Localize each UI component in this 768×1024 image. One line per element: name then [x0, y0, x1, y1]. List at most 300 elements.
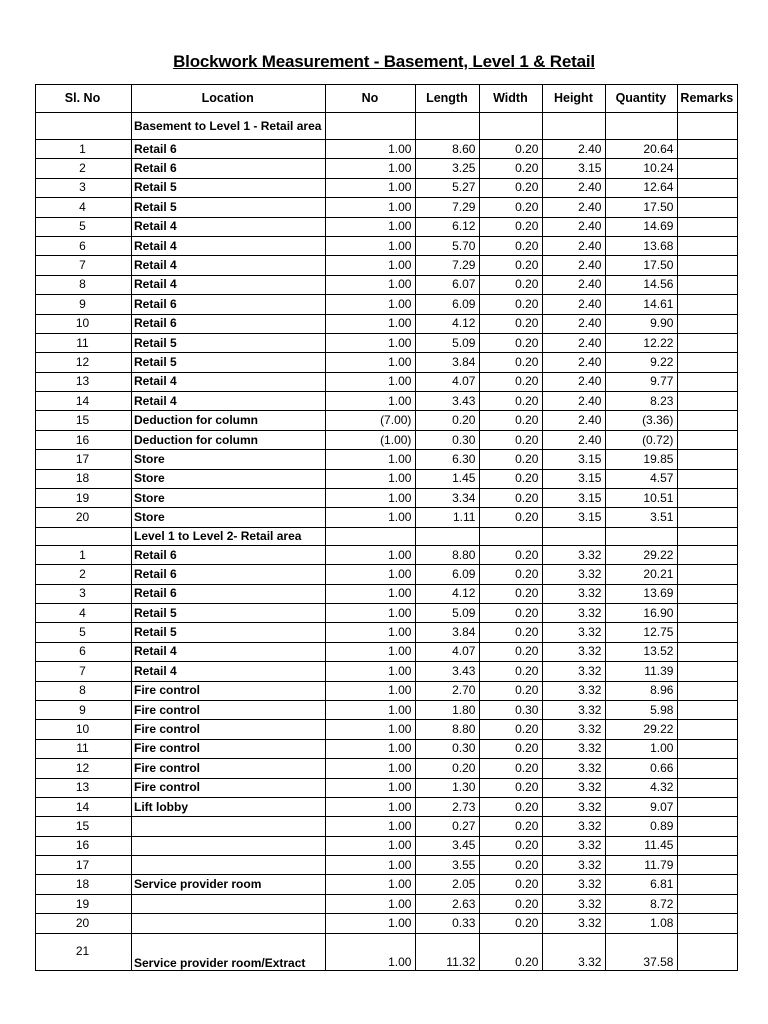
location-cell: Fire control: [132, 778, 326, 797]
length-cell: 8.80: [416, 545, 480, 564]
location-cell: Fire control: [132, 700, 326, 719]
sl-cell: 16: [36, 836, 132, 855]
length-cell: 8.80: [416, 720, 480, 739]
height-cell: 2.40: [543, 372, 606, 391]
remarks-cell: [678, 894, 738, 913]
no-cell: 1.00: [326, 700, 416, 719]
sl-cell: 2: [36, 159, 132, 178]
location-cell: Fire control: [132, 681, 326, 700]
remarks-cell: [678, 778, 738, 797]
length-cell: 2.63: [416, 894, 480, 913]
header-remarks: Remarks: [678, 85, 738, 113]
location-cell: Retail 5: [132, 603, 326, 622]
table-row: [36, 875, 738, 894]
table-row: [36, 198, 738, 217]
width-cell: 0.20: [480, 333, 543, 352]
quantity-cell: 14.69: [606, 217, 678, 236]
quantity-cell: (0.72): [606, 430, 678, 449]
height-cell: 3.15: [543, 508, 606, 527]
quantity-cell: 3.51: [606, 508, 678, 527]
no-cell: 1.00: [326, 856, 416, 875]
width-cell: 0.20: [480, 430, 543, 449]
remarks-cell: [678, 584, 738, 603]
location-cell: Fire control: [132, 739, 326, 758]
remarks-cell: [678, 469, 738, 488]
table-row: [36, 372, 738, 391]
length-cell: 0.33: [416, 914, 480, 933]
length-cell: 6.12: [416, 217, 480, 236]
sl-cell: 18: [36, 875, 132, 894]
quantity-cell: 12.64: [606, 178, 678, 197]
no-cell: 1.00: [326, 372, 416, 391]
quantity-cell: 12.75: [606, 623, 678, 642]
height-cell: 2.40: [543, 256, 606, 275]
length-cell: 3.43: [416, 662, 480, 681]
length-cell: 1.11: [416, 508, 480, 527]
length-cell: 5.09: [416, 603, 480, 622]
length-cell: 3.45: [416, 836, 480, 855]
quantity-cell: 11.79: [606, 856, 678, 875]
quantity-cell: 8.96: [606, 681, 678, 700]
sl-cell: 11: [36, 333, 132, 352]
no-cell: 1.00: [326, 545, 416, 564]
sl-cell: 19: [36, 489, 132, 508]
length-cell: 1.30: [416, 778, 480, 797]
section-empty-cell: [326, 113, 416, 140]
table-row: [36, 545, 738, 564]
no-cell: 1.00: [326, 875, 416, 894]
height-cell: 3.15: [543, 159, 606, 178]
height-cell: 2.40: [543, 430, 606, 449]
no-cell: 1.00: [326, 739, 416, 758]
height-cell: 2.40: [543, 217, 606, 236]
no-cell: 1.00: [326, 198, 416, 217]
no-cell: 1.00: [326, 333, 416, 352]
width-cell: 0.20: [480, 584, 543, 603]
location-cell: Store: [132, 489, 326, 508]
quantity-cell: 0.89: [606, 817, 678, 836]
length-cell: 5.09: [416, 333, 480, 352]
length-cell: 4.12: [416, 314, 480, 333]
length-cell: 6.30: [416, 450, 480, 469]
remarks-cell: [678, 489, 738, 508]
location-cell: [132, 894, 326, 913]
remarks-cell: [678, 623, 738, 642]
length-cell: 3.34: [416, 489, 480, 508]
width-cell: 0.20: [480, 894, 543, 913]
remarks-cell: [678, 295, 738, 314]
no-cell: 1.00: [326, 623, 416, 642]
quantity-cell: 13.52: [606, 642, 678, 661]
location-cell: Deduction for column: [132, 411, 326, 430]
section-empty-cell: [678, 113, 738, 140]
remarks-cell: [678, 314, 738, 333]
width-cell: 0.20: [480, 159, 543, 178]
width-cell: 0.20: [480, 295, 543, 314]
section-row: [36, 113, 738, 140]
sl-cell: 17: [36, 450, 132, 469]
remarks-cell: [678, 508, 738, 527]
height-cell: 2.40: [543, 314, 606, 333]
sl-cell: 5: [36, 217, 132, 236]
remarks-cell: [678, 856, 738, 875]
location-cell: Retail 6: [132, 545, 326, 564]
quantity-cell: (3.36): [606, 411, 678, 430]
no-cell: 1.00: [326, 353, 416, 372]
height-cell: 3.32: [543, 603, 606, 622]
table-row: [36, 430, 738, 449]
no-cell: 1.00: [326, 217, 416, 236]
length-cell: 2.05: [416, 875, 480, 894]
table-row: [36, 700, 738, 719]
width-cell: 0.20: [480, 314, 543, 333]
table-row: [36, 662, 738, 681]
remarks-cell: [678, 545, 738, 564]
width-cell: 0.20: [480, 778, 543, 797]
length-cell: 4.12: [416, 584, 480, 603]
no-cell: 1.00: [326, 275, 416, 294]
sl-cell: 20: [36, 508, 132, 527]
height-cell: 3.32: [543, 700, 606, 719]
location-cell: Fire control: [132, 759, 326, 778]
table-row: [36, 933, 738, 970]
quantity-cell: 13.68: [606, 236, 678, 255]
header-length: Length: [416, 85, 480, 113]
quantity-cell: 9.22: [606, 353, 678, 372]
section-empty-cell: [480, 527, 543, 545]
sl-cell: 15: [36, 411, 132, 430]
no-cell: 1.00: [326, 314, 416, 333]
sl-cell: 20: [36, 914, 132, 933]
location-cell: Retail 4: [132, 642, 326, 661]
remarks-cell: [678, 662, 738, 681]
location-cell: Retail 4: [132, 662, 326, 681]
table-row: [36, 295, 738, 314]
section-empty-cell: [606, 113, 678, 140]
length-cell: 6.09: [416, 295, 480, 314]
no-cell: 1.00: [326, 681, 416, 700]
sl-cell: 8: [36, 681, 132, 700]
no-cell: 1.00: [326, 817, 416, 836]
sl-cell: 15: [36, 817, 132, 836]
sl-cell: 12: [36, 759, 132, 778]
table-row: [36, 217, 738, 236]
location-cell: Retail 5: [132, 353, 326, 372]
sl-cell: 11: [36, 739, 132, 758]
sl-cell: 18: [36, 469, 132, 488]
table-row: [36, 836, 738, 855]
height-cell: 3.32: [543, 545, 606, 564]
sl-cell: 9: [36, 295, 132, 314]
measurement-table: [35, 84, 738, 971]
table-row: [36, 603, 738, 622]
location-cell: Retail 5: [132, 198, 326, 217]
no-cell: 1.00: [326, 836, 416, 855]
quantity-cell: 10.24: [606, 159, 678, 178]
length-cell: 5.70: [416, 236, 480, 255]
remarks-cell: [678, 353, 738, 372]
width-cell: 0.20: [480, 623, 543, 642]
remarks-cell: [678, 275, 738, 294]
table-row: [36, 759, 738, 778]
quantity-cell: 8.72: [606, 894, 678, 913]
section-empty-cell: [543, 113, 606, 140]
height-cell: 3.32: [543, 739, 606, 758]
length-cell: 4.07: [416, 372, 480, 391]
length-cell: 0.20: [416, 411, 480, 430]
length-cell: 1.45: [416, 469, 480, 488]
quantity-cell: 16.90: [606, 603, 678, 622]
no-cell: 1.00: [326, 933, 416, 970]
width-cell: 0.20: [480, 817, 543, 836]
width-cell: 0.20: [480, 140, 543, 159]
section-empty-cell: [543, 527, 606, 545]
sl-cell: 13: [36, 778, 132, 797]
length-cell: 3.84: [416, 623, 480, 642]
no-cell: 1.00: [326, 392, 416, 411]
sl-cell: 3: [36, 584, 132, 603]
height-cell: 3.15: [543, 469, 606, 488]
remarks-cell: [678, 739, 738, 758]
sl-cell: 2: [36, 565, 132, 584]
remarks-cell: [678, 217, 738, 236]
width-cell: 0.20: [480, 642, 543, 661]
remarks-cell: [678, 178, 738, 197]
section-empty-cell: [416, 113, 480, 140]
width-cell: 0.20: [480, 256, 543, 275]
sl-cell: 14: [36, 797, 132, 816]
sl-cell: 8: [36, 275, 132, 294]
length-cell: 8.60: [416, 140, 480, 159]
location-cell: [132, 856, 326, 875]
location-cell: Retail 6: [132, 584, 326, 603]
width-cell: 0.20: [480, 217, 543, 236]
table-row: [36, 411, 738, 430]
quantity-cell: 11.39: [606, 662, 678, 681]
width-cell: 0.20: [480, 603, 543, 622]
no-cell: 1.00: [326, 295, 416, 314]
length-cell: 0.20: [416, 759, 480, 778]
section-empty-cell: [606, 527, 678, 545]
location-cell: [132, 836, 326, 855]
remarks-cell: [678, 914, 738, 933]
table-row: [36, 236, 738, 255]
no-cell: 1.00: [326, 159, 416, 178]
quantity-cell: 17.50: [606, 256, 678, 275]
height-cell: 3.32: [543, 914, 606, 933]
height-cell: 2.40: [543, 178, 606, 197]
quantity-cell: 9.90: [606, 314, 678, 333]
sl-cell: 12: [36, 353, 132, 372]
sl-cell: 5: [36, 623, 132, 642]
width-cell: 0.20: [480, 856, 543, 875]
height-cell: 3.32: [543, 623, 606, 642]
width-cell: 0.20: [480, 875, 543, 894]
height-cell: 3.32: [543, 720, 606, 739]
height-cell: 3.15: [543, 489, 606, 508]
length-cell: 3.84: [416, 353, 480, 372]
width-cell: 0.20: [480, 489, 543, 508]
no-cell: 1.00: [326, 894, 416, 913]
table-row: [36, 642, 738, 661]
quantity-cell: 8.23: [606, 392, 678, 411]
remarks-cell: [678, 159, 738, 178]
height-cell: 3.32: [543, 778, 606, 797]
quantity-cell: 29.22: [606, 720, 678, 739]
location-cell: Store: [132, 450, 326, 469]
height-cell: 3.32: [543, 875, 606, 894]
sl-cell: 7: [36, 256, 132, 275]
quantity-cell: 14.61: [606, 295, 678, 314]
location-cell: Service provider room/Extract: [132, 933, 326, 970]
sheet-title: Blockwork Measurement - Basement, Level 1 & Retail: [173, 52, 595, 71]
no-cell: 1.00: [326, 508, 416, 527]
sl-cell: 4: [36, 603, 132, 622]
quantity-cell: 1.00: [606, 739, 678, 758]
width-cell: 0.30: [480, 700, 543, 719]
sl-cell: 7: [36, 662, 132, 681]
table-row: [36, 894, 738, 913]
location-cell: Retail 6: [132, 140, 326, 159]
table-row: [36, 450, 738, 469]
height-cell: 2.40: [543, 353, 606, 372]
table-row: [36, 565, 738, 584]
width-cell: 0.20: [480, 411, 543, 430]
remarks-cell: [678, 681, 738, 700]
width-cell: 0.20: [480, 681, 543, 700]
quantity-cell: 11.45: [606, 836, 678, 855]
location-cell: Retail 5: [132, 333, 326, 352]
header-row: [36, 85, 738, 113]
height-cell: 3.32: [543, 681, 606, 700]
sl-cell: 1: [36, 140, 132, 159]
table-body: [36, 113, 738, 971]
no-cell: 1.00: [326, 584, 416, 603]
length-cell: 3.25: [416, 159, 480, 178]
table-row: [36, 178, 738, 197]
height-cell: 2.40: [543, 295, 606, 314]
remarks-cell: [678, 140, 738, 159]
height-cell: 2.40: [543, 333, 606, 352]
location-cell: [132, 817, 326, 836]
height-cell: 3.32: [543, 759, 606, 778]
location-cell: Lift lobby: [132, 797, 326, 816]
quantity-cell: 5.98: [606, 700, 678, 719]
width-cell: 0.20: [480, 275, 543, 294]
remarks-cell: [678, 333, 738, 352]
height-cell: 2.40: [543, 236, 606, 255]
table-row: [36, 623, 738, 642]
table-row: [36, 489, 738, 508]
width-cell: 0.20: [480, 450, 543, 469]
quantity-cell: 6.81: [606, 875, 678, 894]
height-cell: 3.32: [543, 797, 606, 816]
height-cell: 3.32: [543, 662, 606, 681]
section-empty-cell: [36, 527, 132, 545]
header-no: No: [326, 85, 416, 113]
section-empty-cell: [480, 113, 543, 140]
section-title: Basement to Level 1 - Retail area: [132, 113, 326, 140]
remarks-cell: [678, 759, 738, 778]
quantity-cell: 4.57: [606, 469, 678, 488]
location-cell: Deduction for column: [132, 430, 326, 449]
length-cell: 0.30: [416, 739, 480, 758]
sl-cell: 9: [36, 700, 132, 719]
height-cell: 3.15: [543, 450, 606, 469]
remarks-cell: [678, 603, 738, 622]
length-cell: 2.70: [416, 681, 480, 700]
sl-cell: 10: [36, 314, 132, 333]
section-empty-cell: [678, 527, 738, 545]
location-cell: Store: [132, 508, 326, 527]
remarks-cell: [678, 411, 738, 430]
location-cell: Service provider room: [132, 875, 326, 894]
quantity-cell: 10.51: [606, 489, 678, 508]
width-cell: 0.20: [480, 565, 543, 584]
no-cell: 1.00: [326, 662, 416, 681]
location-cell: Retail 5: [132, 623, 326, 642]
location-cell: Retail 6: [132, 565, 326, 584]
height-cell: 2.40: [543, 140, 606, 159]
sl-cell: 19: [36, 894, 132, 913]
header-quantity: Quantity: [606, 85, 678, 113]
sl-cell: 16: [36, 430, 132, 449]
quantity-cell: 9.77: [606, 372, 678, 391]
table-row: [36, 275, 738, 294]
length-cell: 6.09: [416, 565, 480, 584]
quantity-cell: 14.56: [606, 275, 678, 294]
width-cell: 0.20: [480, 933, 543, 970]
table-row: [36, 508, 738, 527]
table-row: [36, 140, 738, 159]
location-cell: [132, 914, 326, 933]
height-cell: 2.40: [543, 198, 606, 217]
height-cell: 3.32: [543, 642, 606, 661]
header-width: Width: [480, 85, 543, 113]
location-cell: Store: [132, 469, 326, 488]
quantity-cell: 0.66: [606, 759, 678, 778]
no-cell: 1.00: [326, 236, 416, 255]
length-cell: 3.43: [416, 392, 480, 411]
quantity-cell: 1.08: [606, 914, 678, 933]
height-cell: 3.32: [543, 565, 606, 584]
remarks-cell: [678, 198, 738, 217]
width-cell: 0.20: [480, 236, 543, 255]
table-row: [36, 739, 738, 758]
length-cell: 11.32: [416, 933, 480, 970]
no-cell: 1.00: [326, 642, 416, 661]
height-cell: 3.32: [543, 817, 606, 836]
location-cell: Retail 6: [132, 314, 326, 333]
width-cell: 0.20: [480, 720, 543, 739]
quantity-cell: 37.58: [606, 933, 678, 970]
sl-cell: 1: [36, 545, 132, 564]
no-cell: 1.00: [326, 914, 416, 933]
remarks-cell: [678, 392, 738, 411]
table-row: [36, 469, 738, 488]
sl-cell: 6: [36, 236, 132, 255]
sl-cell: 21: [36, 933, 132, 970]
location-cell: Retail 4: [132, 392, 326, 411]
no-cell: 1.00: [326, 489, 416, 508]
remarks-cell: [678, 817, 738, 836]
table-row: [36, 856, 738, 875]
no-cell: 1.00: [326, 759, 416, 778]
width-cell: 0.20: [480, 759, 543, 778]
width-cell: 0.20: [480, 178, 543, 197]
table-row: [36, 914, 738, 933]
table-row: [36, 778, 738, 797]
